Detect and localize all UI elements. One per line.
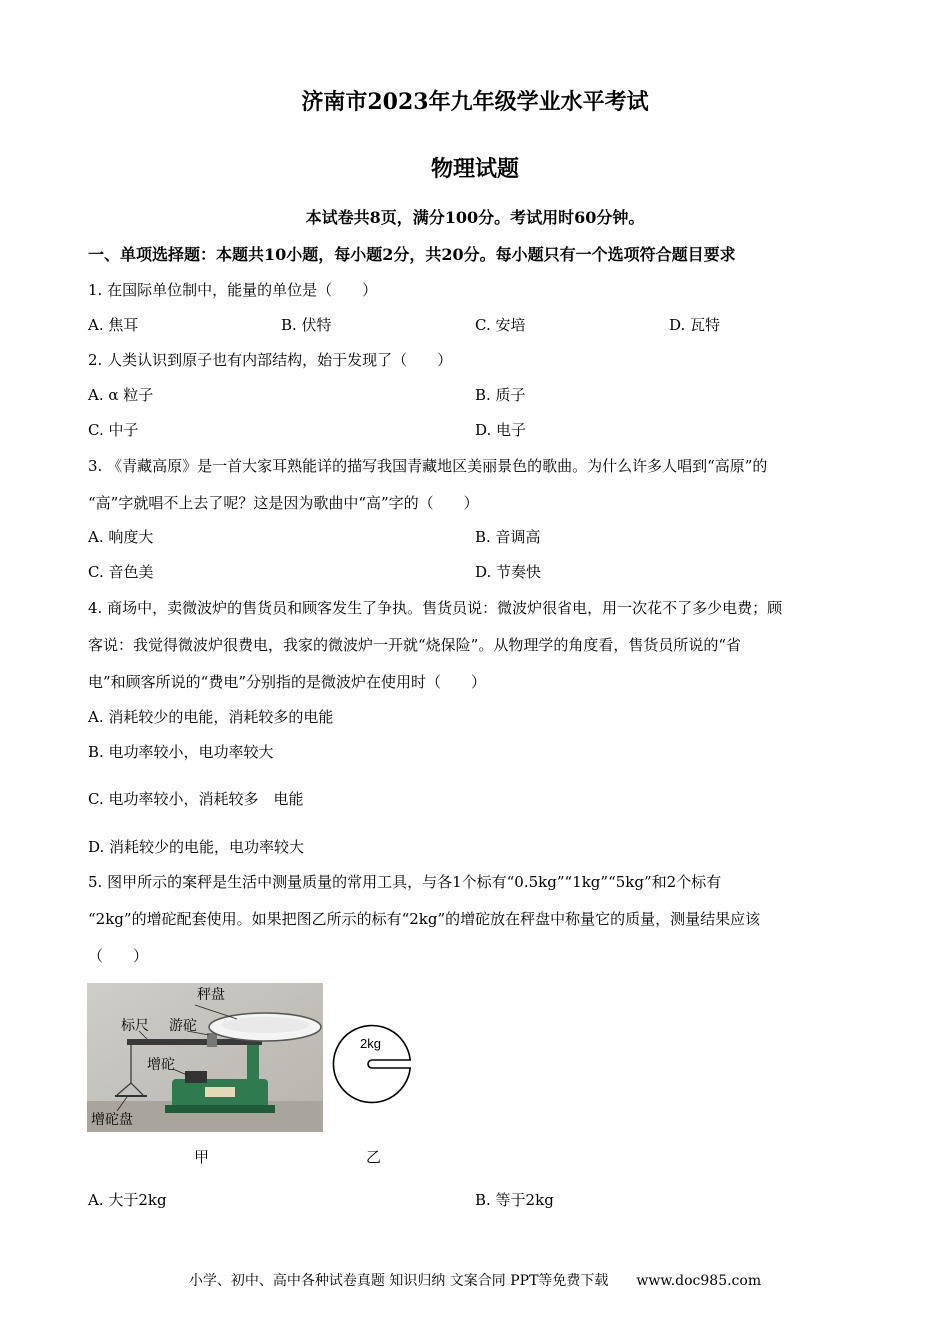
q4-option-b: B. 电功率较小，电功率较大 <box>88 743 274 761</box>
figure-caption-right: 乙 <box>366 1148 382 1166</box>
q4-option-a: A. 消耗较少的电能，消耗较多的电能 <box>88 708 334 726</box>
page-footer: 小学、初中、高中各种试卷真题 知识归纳 文案合同 PPT等免费下载 www.doc985.com <box>188 1273 762 1289</box>
exam-subtitle: 物理试题 <box>430 156 519 182</box>
question-1-stem: 1. 在国际单位制中，能量的单位是（ ） <box>88 281 378 299</box>
question-5-stem-line-1: 5. 图甲所示的案秤是生活中测量质量的常用工具，与各1个标有“0.5kg”“1kg”“5kg”和2个标有 <box>88 873 722 891</box>
rider-label: 游砣 <box>169 1017 197 1033</box>
figure-caption-left: 甲 <box>194 1148 210 1166</box>
question-4-stem-line-3: 电”和顾客所说的“费电”分别指的是微波炉在使用时（ ） <box>88 673 487 691</box>
question-5-stem-line-2: “2kg”的增砣配套使用。如果把图乙所示的标有“2kg”的增砣放在秤盘中称量它的质量，测量结果应该 <box>88 910 761 928</box>
q4-option-d: D. 消耗较少的电能，电功率较大 <box>88 838 305 856</box>
q1-option-a: A. 焦耳 <box>88 316 139 334</box>
question-5-stem-line-3: （ ） <box>88 947 149 965</box>
exam-note: 本试卷共8页，满分100分。考试用时60分钟。 <box>305 208 645 227</box>
q4-option-c: C. 电功率较小，消耗较多 电能 <box>88 790 304 808</box>
q2-option-a: A. α 粒子 <box>88 386 154 404</box>
pan-label: 秤盘 <box>197 986 225 1002</box>
question-4-stem-line-1: 4. 商场中，卖微波炉的售货员和顾客发生了争执。售货员说：微波炉很省电，用一次花不了多少电费；顾 <box>88 599 783 617</box>
q2-option-d: D. 电子 <box>475 421 527 439</box>
q3-option-b: B. 音调高 <box>475 528 541 546</box>
stacked-weights <box>185 1071 207 1083</box>
scale-photo <box>87 983 323 1132</box>
q3-option-d: D. 节奏快 <box>475 563 542 581</box>
weight-tray-label: 增砣盘 <box>91 1111 133 1127</box>
weight-label: 增砣 <box>147 1056 175 1072</box>
q5-option-a: A. 大于2kg <box>88 1191 167 1209</box>
question-3-stem-line-1: 3. 《青藏高原》是一首大家耳熟能详的描写我国青藏地区美丽景色的歌曲。为什么许多人唱到“高原”的 <box>88 457 768 475</box>
q2-option-b: B. 质子 <box>475 386 526 404</box>
section-heading: 一、单项选择题：本题共10小题，每小题2分，共20分。每小题只有一个选项符合题目要求 <box>88 245 736 264</box>
q2-option-c: C. 中子 <box>88 421 139 439</box>
q3-option-c: C. 音色美 <box>88 563 154 581</box>
exam-title: 济南市2023年九年级学业水平考试 <box>301 89 649 115</box>
question-3-stem-line-2: “高”字就唱不上去了呢？这是因为歌曲中“高”字的（ ） <box>88 494 479 512</box>
beam-label: 标尺 <box>121 1017 149 1033</box>
q5-option-b: B. 等于2kg <box>475 1191 554 1209</box>
slotted-weight-figure <box>330 1022 414 1106</box>
q3-option-a: A. 响度大 <box>88 528 154 546</box>
weight-mark: 2kg <box>360 1036 381 1051</box>
q1-option-c: C. 安培 <box>475 316 526 334</box>
question-2-stem: 2. 人类认识到原子也有内部结构，始于发现了（ ） <box>88 351 453 369</box>
q1-option-b: B. 伏特 <box>281 316 332 334</box>
q1-option-d: D. 瓦特 <box>669 316 721 334</box>
question-4-stem-line-2: 客说：我觉得微波炉很费电，我家的微波炉一开就“烧保险”。从物理学的角度看，售货员所说的“省 <box>88 636 742 654</box>
